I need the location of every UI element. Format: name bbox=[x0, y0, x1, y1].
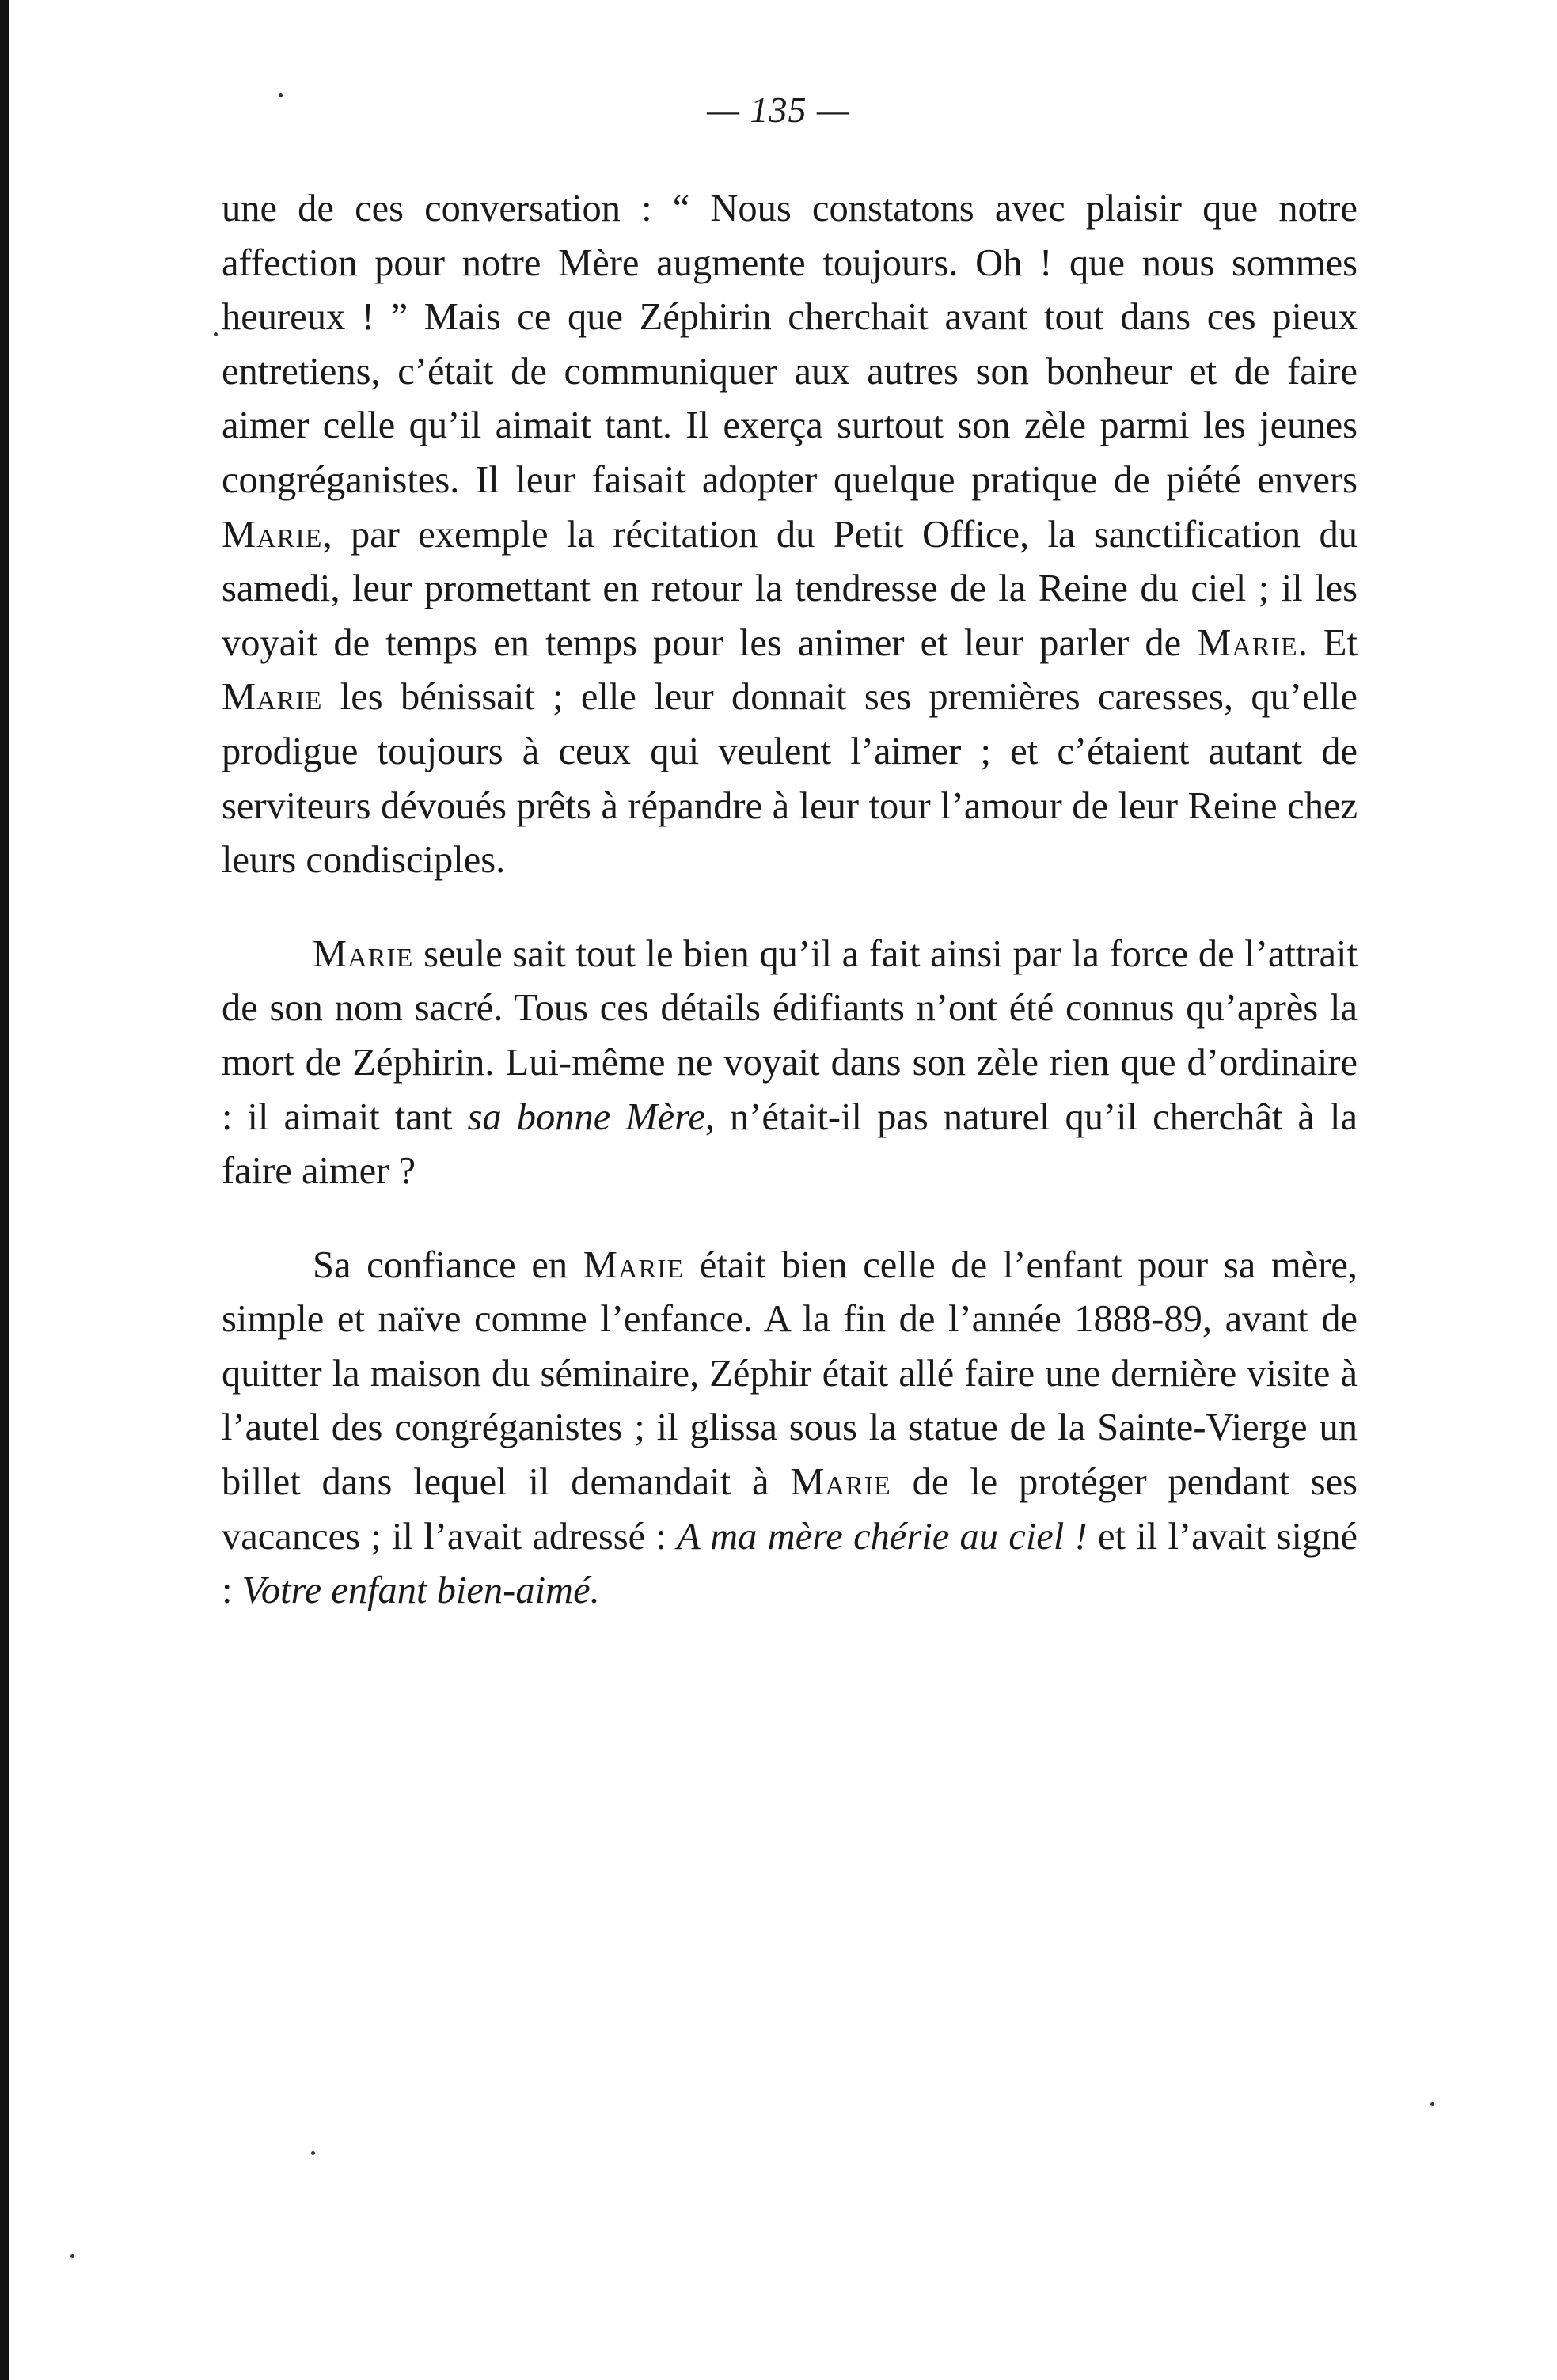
marie-small-caps: Marie bbox=[222, 513, 323, 556]
page-binding-edge bbox=[0, 0, 9, 2380]
print-speck bbox=[1430, 2102, 1434, 2106]
text-run: et il l’avait signé : bbox=[222, 1515, 1358, 1612]
italic-text: Votre enfant bien-aimé. bbox=[241, 1570, 600, 1612]
paragraph bbox=[222, 928, 1358, 1199]
text-run: , n’était-il pas naturel qu’il cherchât à la faire aimer ? bbox=[222, 1095, 1358, 1193]
paragraph bbox=[222, 182, 1358, 888]
marie-small-caps: Marie bbox=[790, 1461, 891, 1504]
text-run: de le protéger pendant ses vacances ; il l’avait adressé : bbox=[222, 1461, 1358, 1558]
text-run: . Et bbox=[1297, 621, 1358, 664]
print-speck bbox=[70, 2254, 74, 2258]
text-run: les bénissait ; elle leur donnait ses premières caresses, qu’elle prodigue toujours à ceux qui veulent l’aimer ; et c’étaient autant de serviteurs dévoués prêts à répandre à leur tour l’amour de leur Reine chez leurs condisciples. bbox=[222, 676, 1358, 882]
marie-small-caps: Marie bbox=[583, 1243, 685, 1286]
page-number: — 135 — bbox=[707, 89, 850, 130]
text-run: était bien celle de l’enfant pour sa mère, simple et naïve comme l’enfance. A la fin de l’année 1888-89, avant de quitter la maison du séminaire, Zéphir était allé faire une dernière visite à l’autel des congréganistes ; il glissa sous la statue de la Sainte-Vierge un billet dans lequel il demandait à bbox=[222, 1243, 1358, 1504]
marie-small-caps: Marie bbox=[222, 676, 323, 719]
italic-text: sa bonne Mère bbox=[467, 1095, 705, 1138]
paragraph bbox=[222, 1239, 1358, 1619]
text-run: , par exemple la récitation du Petit Office, la sanctification du samedi, leur promettant en retour la tendresse de la Reine du ciel ; il les voyait de temps en temps pour les animer et leur parler de bbox=[222, 513, 1358, 664]
text-run: une de ces conversation : “ Nous constatons avec plaisir que notre affection pour notre Mère augmente toujours. Oh ! que nous sommes heureux ! ” Mais ce que Zéphirin cherchait avant tout dans ces pieux entretiens, c’était de communiquer aux autres son bonheur et de faire aimer celle qu’il aimait tant. Il exerça surtout son zèle parmi les jeunes congréganistes. Il leur faisait adopter quelque pratique de piété envers bbox=[222, 188, 1358, 501]
print-speck bbox=[214, 332, 218, 336]
text-run: seule sait tout le bien qu’il a fait ainsi par la force de l’attrait de son nom sacré. Tous ces détails édifiants n’ont été connus qu’après la mort de Zéphirin. Lui-même ne voyait dans son zèle rien que d’ordinaire : il aimait tant bbox=[222, 932, 1358, 1138]
text-run: Sa confiance en bbox=[313, 1243, 583, 1286]
marie-small-caps: Marie bbox=[313, 932, 414, 975]
italic-text: A ma mère chérie au ciel ! bbox=[677, 1515, 1088, 1558]
body-text bbox=[222, 182, 1358, 1619]
marie-small-caps: Marie bbox=[1197, 621, 1298, 664]
print-speck bbox=[311, 2151, 315, 2155]
